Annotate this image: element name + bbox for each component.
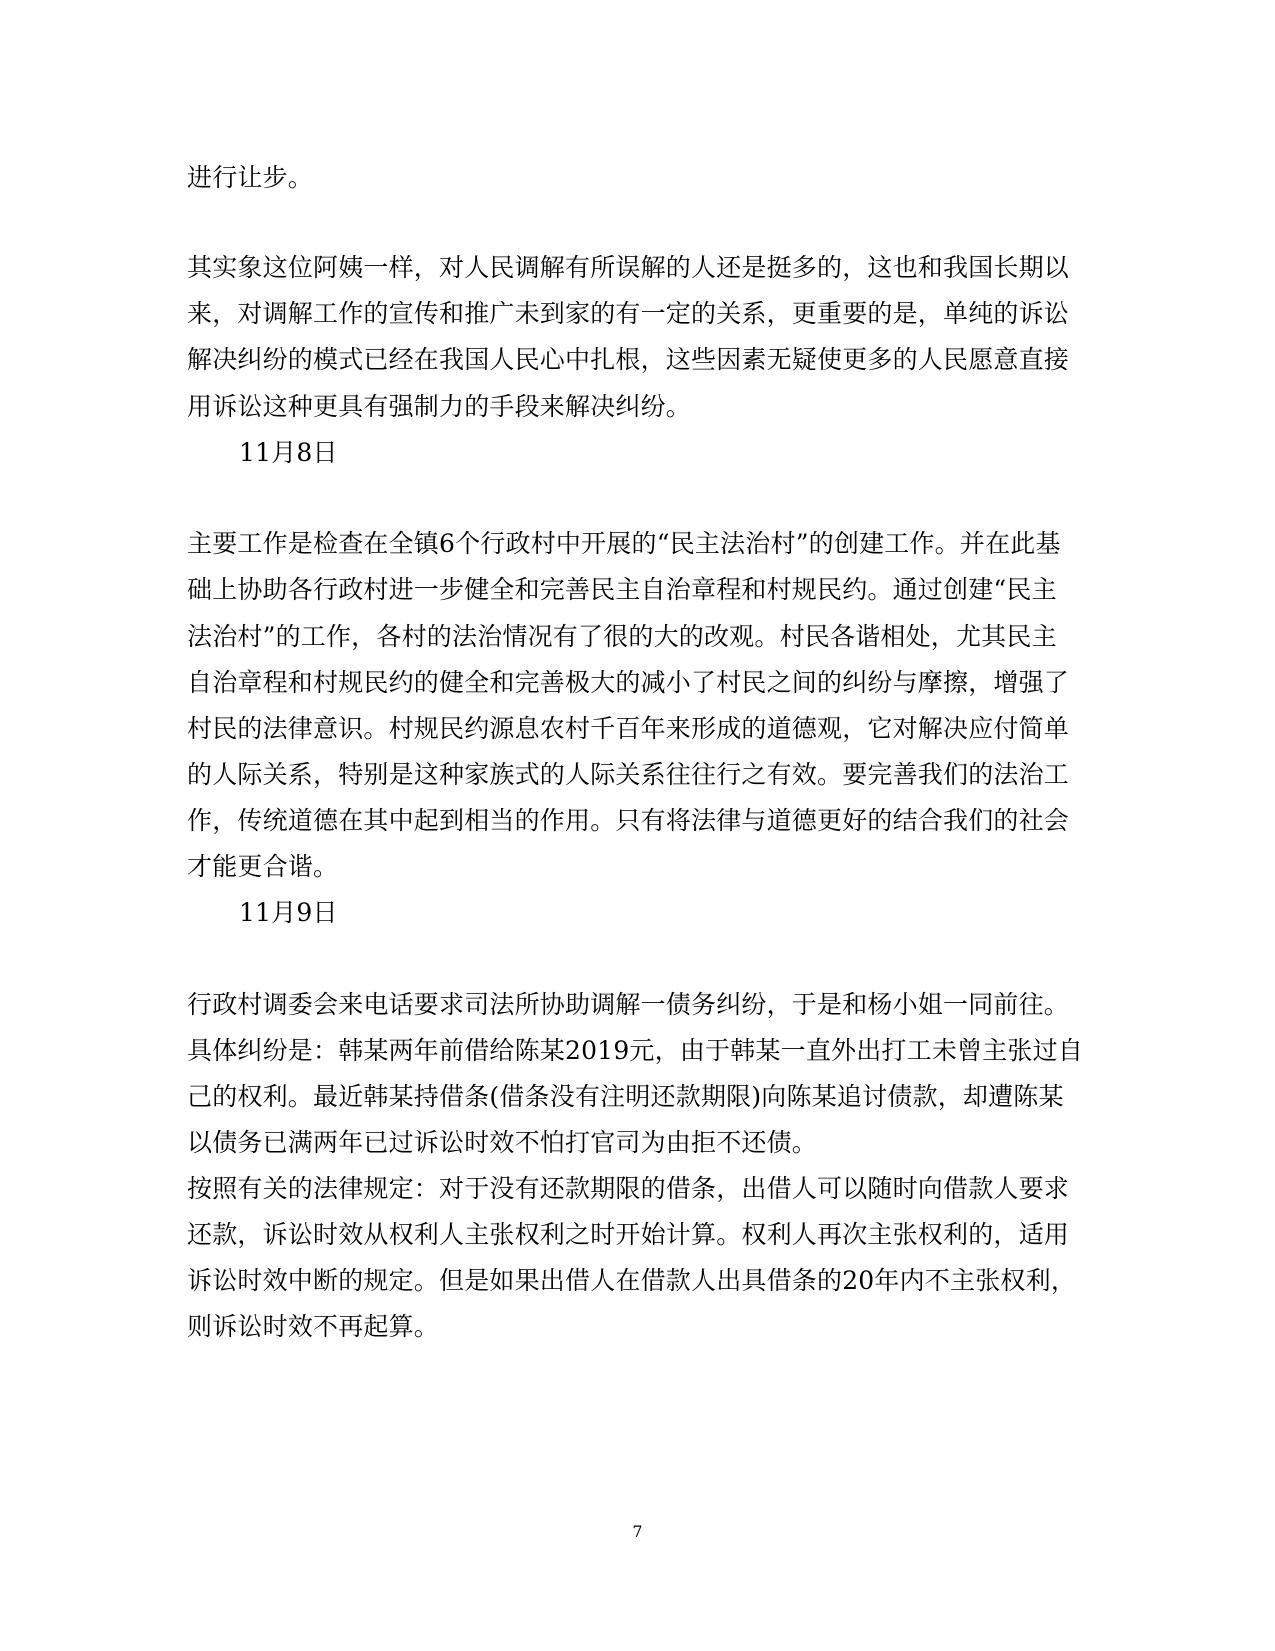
text-line: 则诉讼时效不再起算。	[187, 1312, 440, 1341]
date-heading: 11月9日	[239, 898, 338, 927]
text-line: 诉讼时效中断的规定。但是如果出借人在借款人出具借条的20年内不主张权利，	[187, 1266, 1077, 1295]
text-line: 进行让步。	[187, 163, 314, 192]
text-line: 按照有关的法律规定：对于没有还款期限的借条，出借人可以随时向借款人要求	[187, 1174, 1070, 1203]
text-line: 自治章程和村规民约的健全和完善极大的减小了村民之间的纠纷与摩擦，增强了	[187, 668, 1070, 697]
text-line: 法治村”的工作，各村的法治情况有了很的大的改观。村民各谐相处，尤其民主	[187, 622, 1057, 651]
page-number: 7	[632, 1522, 643, 1541]
text-line: 村民的法律意识。村规民约源息农村千百年来形成的道德观，它对解决应付简单	[187, 714, 1070, 743]
date-heading: 11月8日	[239, 438, 338, 467]
text-line: 己的权利。最近韩某持借条(借条没有注明还款期限)向陈某追讨债款，却遭陈某	[187, 1082, 1064, 1111]
text-line: 解决纠纷的模式已经在我国人民心中扎根，这些因素无疑使更多的人民愿意直接	[187, 345, 1070, 374]
text-line: 主要工作是检查在全镇6个行政村中开展的“民主法治村”的创建工作。并在此基	[187, 529, 1061, 558]
text-line: 才能更合谐。	[187, 852, 339, 881]
text-line: 具体纠纷是：韩某两年前借给陈某2019元，由于韩某一直外出打工未曾主张过自	[187, 1036, 1084, 1065]
text-line: 其实象这位阿姨一样，对人民调解有所误解的人还是挺多的，这也和我国长期以	[187, 253, 1070, 282]
text-line: 以债务已满两年已过诉讼时效不怕打官司为由拒不还债。	[187, 1128, 818, 1157]
text-line: 用诉讼这种更具有强制力的手段来解决纠纷。	[187, 392, 692, 421]
text-line: 础上协助各行政村进一步健全和完善民主自治章程和村规民约。通过创建“民主	[187, 575, 1057, 604]
text-line: 作，传统道德在其中起到相当的作用。只有将法律与道德更好的结合我们的社会	[187, 806, 1070, 835]
text-line: 行政村调委会来电话要求司法所协助调解一债务纠纷，于是和杨小姐一同前往。	[187, 990, 1070, 1019]
text-line: 来，对调解工作的宣传和推广未到家的有一定的关系，更重要的是，单纯的诉讼	[187, 299, 1070, 328]
text-line: 的人际关系，特别是这种家族式的人际关系往往行之有效。要完善我们的法治工	[187, 760, 1070, 789]
text-line: 还款，诉讼时效从权利人主张权利之时开始计算。权利人再次主张权利的，适用	[187, 1220, 1070, 1249]
